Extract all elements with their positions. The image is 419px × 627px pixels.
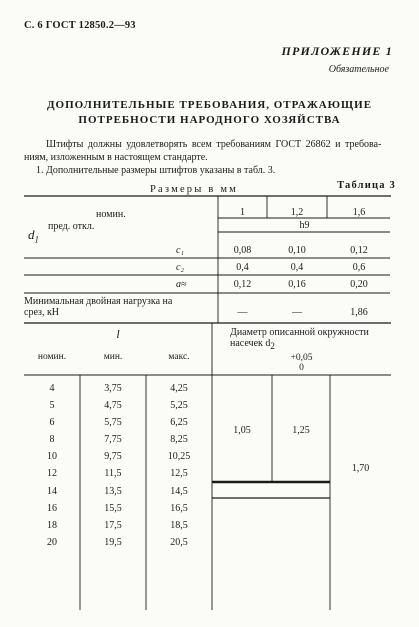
row-min-3: 5,75	[104, 417, 122, 428]
row-max-5: 10,25	[167, 451, 191, 462]
tolerance-lower: 0	[299, 363, 304, 373]
c2-value-3: 0,6	[352, 262, 366, 273]
c2-value-1: 0,4	[236, 262, 249, 273]
nominal-value-2: 1,2	[290, 207, 304, 218]
row-nom-6: 12	[47, 468, 57, 479]
diameter-value-3: 1,70	[351, 463, 370, 474]
load-value-3: 1,86	[350, 307, 368, 318]
row-min-1: 3,75	[104, 383, 122, 394]
section-title-line2: ПОТРЕБНОСТИ НАРОДНОГО ХОЗЯЙСТВА	[78, 114, 341, 126]
row-max-3: 6,25	[170, 417, 188, 428]
a-value-1: 0,12	[233, 279, 252, 290]
diameter-value-1: 1,05	[233, 425, 251, 436]
load-value-2: —	[292, 307, 302, 318]
row-max-7: 14,5	[170, 486, 188, 497]
nominal-label: номин.	[96, 209, 126, 220]
row-min-9: 17,5	[104, 520, 122, 531]
nominal-value-1: 1	[240, 207, 245, 218]
row-nom-3: 6	[49, 417, 55, 428]
deviation-value: h9	[299, 220, 310, 231]
row-max-6: 12,5	[170, 468, 188, 479]
row-min-2: 4,75	[104, 400, 122, 411]
l-symbol: l	[116, 327, 120, 341]
row-min-7: 13,5	[104, 486, 122, 497]
c1-value-2: 0,10	[288, 245, 306, 256]
row-min-4: 7,75	[104, 434, 122, 445]
row-nom-4: 8	[49, 434, 55, 445]
c1-label: c₁	[176, 245, 184, 256]
table-units: Размеры в мм	[150, 184, 239, 195]
c2-value-2: 0,4	[290, 262, 304, 273]
diameter-header-line2: насечек $d_2$	[230, 338, 275, 351]
row-max-1: 4,25	[170, 383, 188, 394]
row-nom-5: 10	[47, 451, 57, 462]
row-min-10: 19,5	[104, 537, 122, 548]
row-max-10: 20,5	[170, 537, 188, 548]
appendix-title: ПРИЛОЖЕНИЕ 1	[281, 44, 393, 58]
col-max: макс.	[168, 352, 190, 362]
row-max-9: 18,5	[170, 520, 188, 531]
a-value-3: 0,20	[350, 279, 368, 290]
a-label: a≈	[176, 279, 187, 290]
nominal-value-3: 1,6	[352, 207, 366, 218]
row-nom-1: 4	[49, 383, 55, 394]
col-nominal: номин.	[37, 352, 67, 362]
row-max-4: 8,25	[170, 434, 188, 445]
load-label-line2: срез, кН	[24, 307, 60, 318]
load-value-1: —	[237, 307, 248, 318]
paragraph-2: 1. Дополнительные размеры штифтов указаны в табл. 3.	[36, 165, 276, 176]
row-nom-2: 5	[49, 400, 55, 411]
row-nom-9: 18	[47, 520, 57, 531]
row-max-8: 16,5	[170, 503, 188, 514]
c2-label: c₂	[176, 262, 184, 273]
c1-value-1: 0,08	[233, 245, 252, 256]
page-header: С. 6 ГОСТ 12850.2—93	[24, 20, 136, 31]
col-min: мин.	[103, 352, 123, 362]
row-min-6: 11,5	[104, 468, 122, 479]
tolerance-upper: +0,05	[290, 353, 313, 363]
a-value-2: 0,16	[288, 279, 306, 290]
paragraph-1-line2: ниям, изложенным в настоящем стандарте.	[24, 151, 208, 163]
c1-value-3: 0,12	[350, 245, 368, 256]
diameter-header-line1: Диаметр описанной окружности	[230, 327, 369, 338]
section-title-line1: ДОПОЛНИТЕЛЬНЫЕ ТРЕБОВАНИЯ, ОТРАЖАЮЩИЕ	[46, 99, 373, 111]
row-nom-7: 14	[47, 486, 57, 497]
appendix-status: Обязательное	[328, 64, 389, 75]
row-max-2: 5,25	[170, 400, 188, 411]
row-min-5: 9,75	[104, 451, 122, 462]
table-label: Таблица 3	[337, 180, 396, 191]
row-nom-8: 16	[47, 503, 57, 514]
load-label-line1: Минимальная двойная нагрузка на	[24, 296, 173, 307]
row-nom-10: 20	[47, 537, 57, 548]
row-min-8: 15,5	[104, 503, 122, 514]
paragraph-1-line1: Штифты должны удовлетворять всем требованиям ГОСТ 26862 и требова-	[46, 139, 382, 150]
d1-symbol: $d_1$	[28, 227, 39, 245]
diameter-value-2: 1,25	[292, 425, 310, 436]
deviation-label: пред. откл.	[48, 221, 95, 232]
